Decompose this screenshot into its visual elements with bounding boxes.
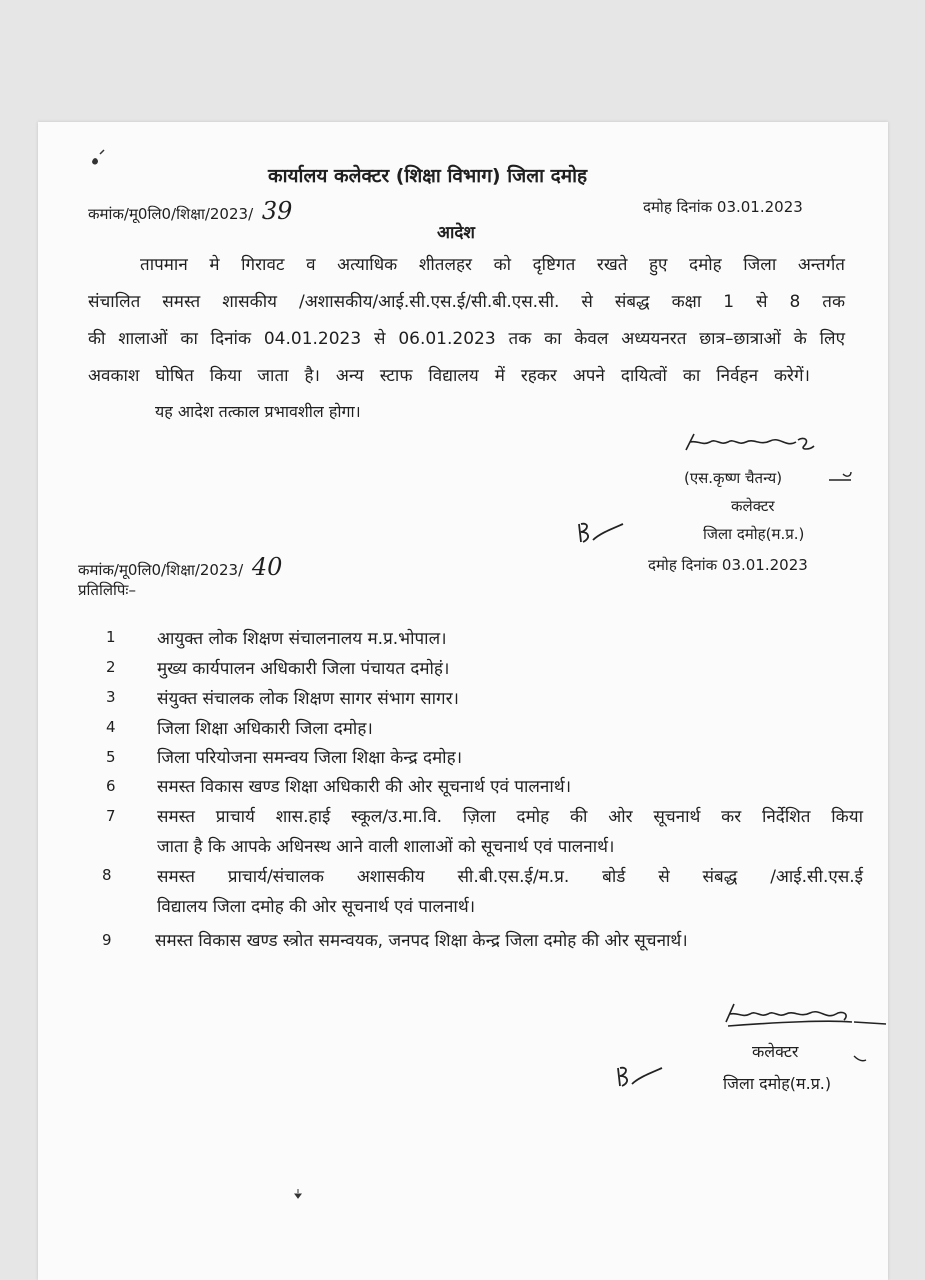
initials-mark [614, 1060, 670, 1096]
underline-mark [825, 470, 855, 492]
order2-ref [78, 553, 282, 581]
list-item-number: 6 [106, 777, 116, 795]
list-item: समस्त प्राचार्य/संचालक अशासकीय सी.बी.एस.ई/म.प्र. बोर्ड से संबद्ध /आई.सी.एस.ई [157, 867, 863, 887]
list-item-continuation: जाता है कि आपके अधिनस्थ आने वाली शालाओं को सूचनार्थ एवं पालनार्थ। [157, 837, 615, 857]
order-title: आदेश [437, 223, 475, 243]
punch-mark [292, 1187, 304, 1206]
list-item-number: 9 [102, 931, 112, 949]
list-item: समस्त विकास खण्ड स्त्रोत समन्वयक, जनपद शिक्षा केन्द्र जिला दमोह की ओर सूचनार्थ। [155, 931, 688, 951]
list-item-number: 4 [106, 718, 116, 736]
office-heading: कार्यालय कलेक्टर (शिक्षा विभाग) जिला दमोह [268, 165, 588, 187]
list-item-continuation: विद्यालय जिला दमोह की ओर सूचनार्थ एवं पालनार्थ। [157, 897, 476, 917]
order1-ref-prefix: कमांक/मू0लि0/शिक्षा/2023/ [88, 205, 254, 223]
list-item-number: 5 [106, 748, 116, 766]
list-item-number: 3 [106, 688, 116, 706]
list-item-number: 8 [102, 866, 112, 884]
order2-date: दमोह दिनांक 03.01.2023 [648, 556, 808, 574]
list-item: मुख्य कार्यपालन अधिकारी जिला पंचायत दमोहं। [157, 659, 450, 679]
effect-line: यह आदेश तत्काल प्रभावशील होगा। [155, 402, 361, 421]
tick-mark [850, 1050, 870, 1074]
footer-designation: कलेक्टर [752, 1042, 799, 1061]
paragraph-line-1: तापमान मे गिरावट व अत्याधिक शीतलहर को दृष्टिगत रखते हुए दमोह जिला अन्तर्गत [140, 255, 845, 275]
list-item: जिला परियोजना समन्वय जिला शिक्षा केन्द्र दमोह। [157, 748, 463, 768]
list-item: समस्त विकास खण्ड शिक्षा अधिकारी की ओर सूचनार्थ एवं पालनार्थ। [157, 777, 572, 797]
list-item-number: 2 [106, 658, 116, 676]
ink-speck [88, 148, 110, 174]
paragraph-line-2: संचालित समस्त शासकीय /अशासकीय/आई.सी.एस.ई/सी.बी.एस.सी. से संबद्ध कक्षा 1 से 8 तक [88, 292, 845, 312]
order1-ref-number: 39 [261, 197, 293, 225]
list-item: आयुक्त लोक शिक्षण संचालनालय म.प्र.भोपाल। [157, 629, 447, 649]
signatory-designation: कलेक्टर [731, 497, 775, 515]
order2-ref-prefix: कमांक/मू0लि0/शिक्षा/2023/ [78, 561, 244, 579]
paragraph-line-4: अवकाश घोषित किया जाता है। अन्य स्टाफ विद्यालय में रहकर अपने दायित्वों का निर्वहन करेगें। [88, 366, 810, 386]
list-item-number: 1 [106, 628, 116, 646]
order1-ref [88, 197, 292, 225]
copy-label: प्रतिलिपिः– [78, 581, 136, 599]
initials-mark [575, 516, 631, 552]
signature [680, 428, 820, 462]
signatory-name: (एस.कृष्ण चैतन्य) [684, 469, 783, 487]
signatory-place: जिला दमोह(म.प्र.) [703, 525, 805, 543]
order1-date: दमोह दिनांक 03.01.2023 [643, 198, 803, 216]
signature [720, 996, 890, 1040]
list-item: संयुक्त संचालक लोक शिक्षण सागर संभाग सागर। [157, 689, 459, 709]
footer-place: जिला दमोह(म.प्र.) [723, 1074, 832, 1093]
order2-ref-number: 40 [251, 553, 283, 581]
list-item: जिला शिक्षा अधिकारी जिला दमोह। [157, 719, 373, 739]
paragraph-line-3: की शालाओं का दिनांक 04.01.2023 से 06.01.2023 तक का केवल अध्ययनरत छात्र–छात्राओं के लिए [88, 329, 845, 349]
list-item: समस्त प्राचार्य शास.हाई स्कूल/उ.मा.वि. ज़िला दमोह की ओर सूचनार्थ कर निर्देशित किया [157, 807, 863, 827]
list-item-number: 7 [106, 807, 116, 825]
